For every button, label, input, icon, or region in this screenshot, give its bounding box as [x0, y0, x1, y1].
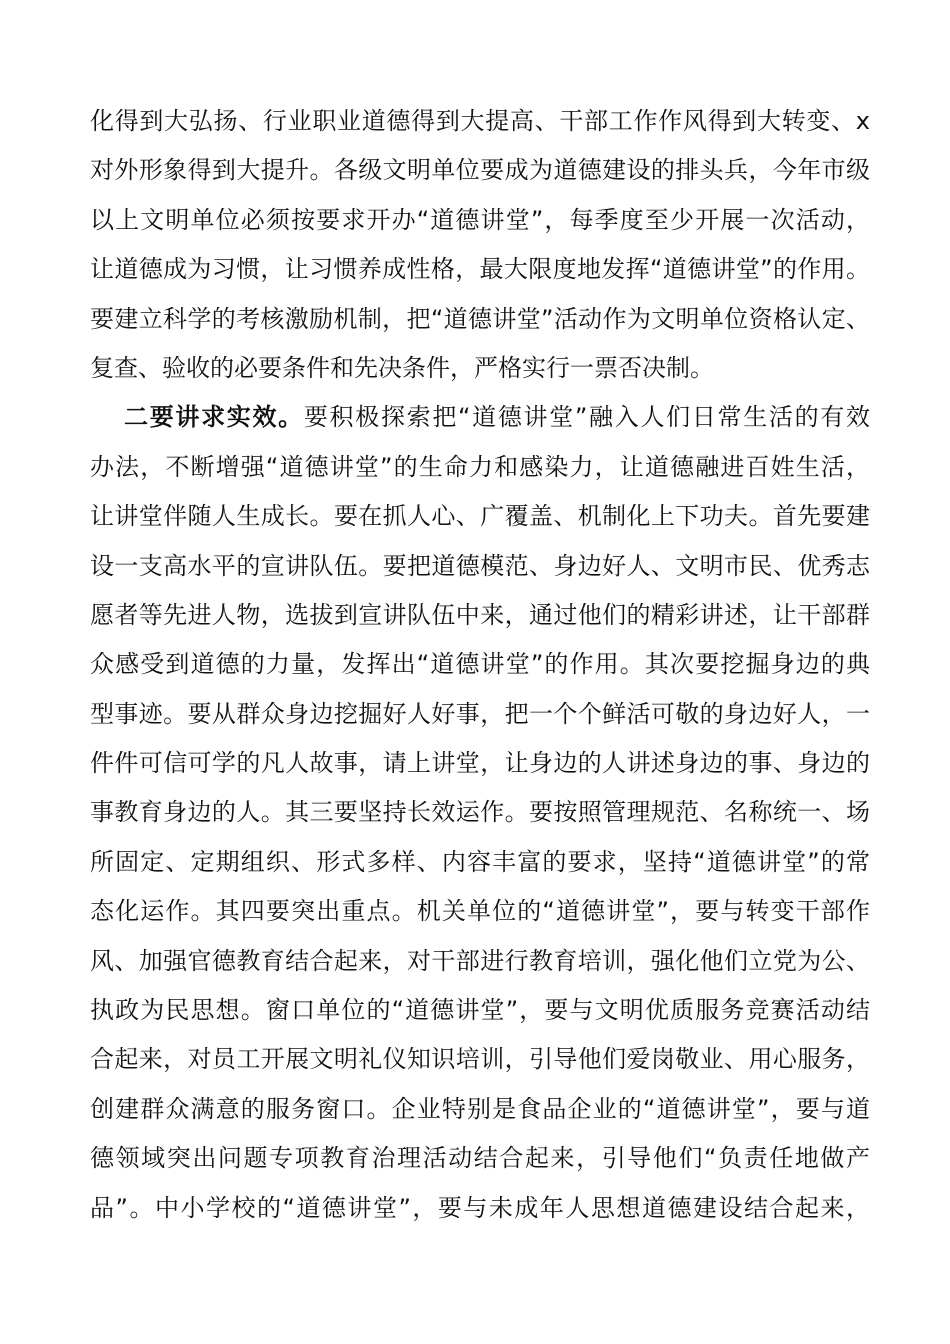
- text-line: 事教育身边的人。其三要坚持长效运作。要按照管理规范、名称统一、场: [90, 798, 870, 827]
- text-line: 所固定、定期组织、形式多样、内容丰富的要求，坚持“道德讲堂”的常: [90, 847, 870, 876]
- text-line: [90, 393, 870, 442]
- text-line: 要建立科学的考核激励机制，把“道德讲堂”活动作为文明单位资格认定、: [90, 304, 870, 333]
- text-line: 众感受到道德的力量，发挥出“道德讲堂”的作用。其次要挖掘身边的典: [90, 650, 870, 679]
- text-line: 愿者等先进人物，选拔到宣讲队伍中来，通过他们的精彩讲述，让干部群: [90, 600, 870, 629]
- text-line: 件件可信可学的凡人故事，请上讲堂，让身边的人讲述身边的事、身边的: [90, 749, 870, 778]
- text-line: 设一支高水平的宣讲队伍。要把道德模范、身边好人、文明市民、优秀志: [90, 551, 870, 580]
- text-line: 风、加强官德教育结合起来，对干部进行教育培训，强化他们立党为公、: [90, 946, 870, 975]
- text-line: 合起来，对员工开展文明礼仪知识培训，引导他们爱岗敬业、用心服务，: [90, 1045, 870, 1074]
- text-line: 以上文明单位必须按要求开办“道德讲堂”，每季度至少开展一次活动，: [90, 205, 870, 234]
- text-line: 创建群众满意的服务窗口。企业特别是食品企业的“道德讲堂”，要与道: [90, 1094, 870, 1123]
- text-line: 复查、验收的必要条件和先决条件，严格实行一票否决制。: [90, 353, 714, 382]
- text-line: 化得到大弘扬、行业职业道德得到大提高、干部工作作风得到大转变、x: [90, 107, 870, 135]
- paragraph-heading: 二要讲求实效。: [124, 403, 304, 432]
- text-line: 执政为民思想。窗口单位的“道德讲堂”，要与文明优质服务竞赛活动结: [90, 996, 870, 1025]
- text-line: 品”。中小学校的“道德讲堂”，要与未成年人思想道德建设结合起来，: [90, 1193, 870, 1222]
- text-line: 对外形象得到大提升。各级文明单位要成为道德建设的排头兵，今年市级: [90, 156, 870, 185]
- text-line: 态化运作。其四要突出重点。机关单位的“道德讲堂”，要与转变干部作: [90, 897, 870, 926]
- text-line: 办法，不断增强“道德讲堂”的生命力和感染力，让道德融进百姓生活，: [90, 452, 870, 481]
- paragraph-1: [90, 97, 870, 393]
- text-line: 型事迹。要从群众身边挖掘好人好事，把一个个鲜活可敬的身边好人，一: [90, 699, 870, 728]
- text-line: 让讲堂伴随人生成长。要在抓人心、广覆盖、机制化上下功夫。首先要建: [90, 502, 870, 531]
- paragraph-2: [90, 393, 870, 1233]
- text-run: 要积极探索把“道德讲堂”融入人们日常生活的有效: [303, 403, 870, 432]
- text-line: 让道德成为习惯，让习惯养成性格，最大限度地发挥“道德讲堂”的作用。: [90, 255, 870, 284]
- text-line: 德领域突出问题专项教育治理活动结合起来，引导他们“负责任地做产: [90, 1144, 870, 1173]
- document-body: [90, 97, 870, 1233]
